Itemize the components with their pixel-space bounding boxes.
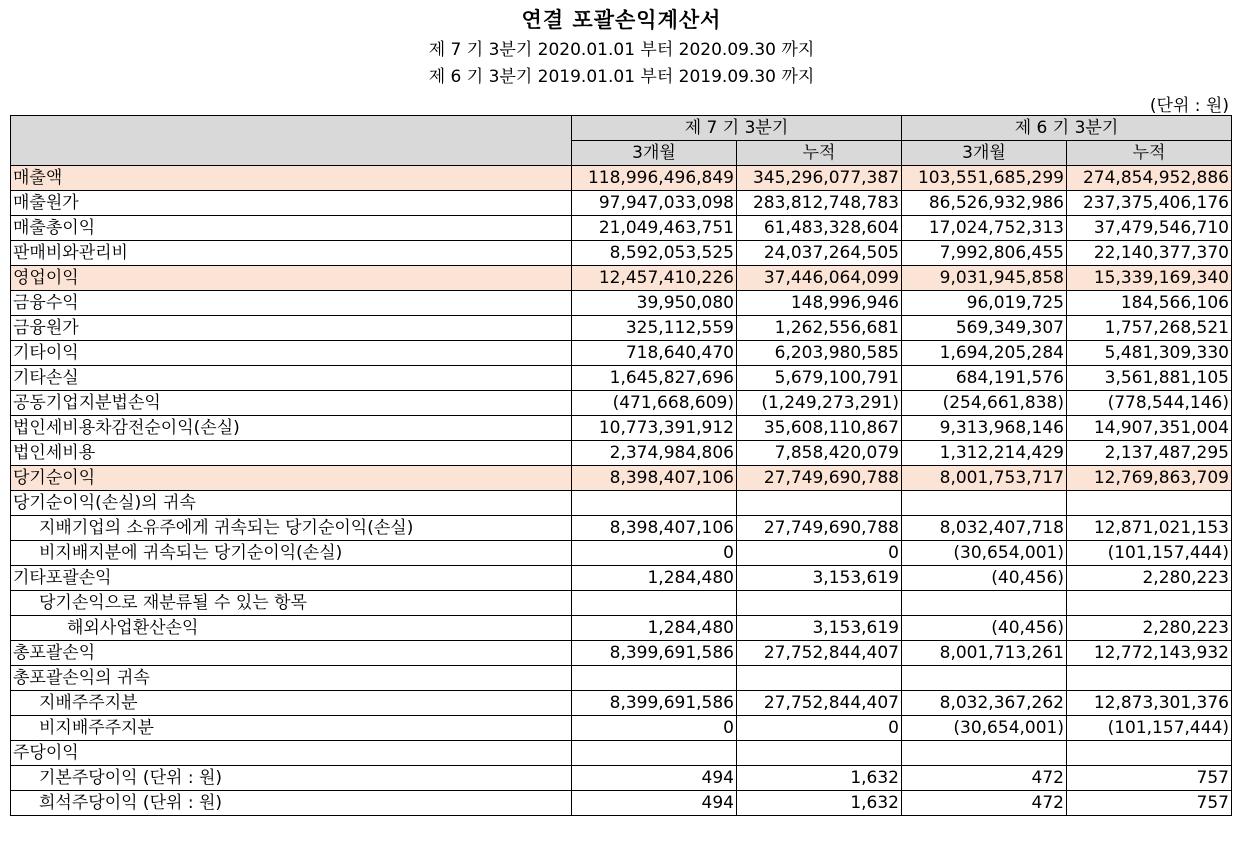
- row-value: 569,349,307: [902, 316, 1067, 341]
- row-value: 9,313,968,146: [902, 416, 1067, 441]
- row-value: [1067, 666, 1232, 691]
- row-value: [572, 591, 737, 616]
- row-value: 5,481,309,330: [1067, 341, 1232, 366]
- row-value: [902, 741, 1067, 766]
- period-current: 제 7 기 3분기 2020.01.01 부터 2020.09.30 까지: [428, 40, 815, 60]
- row-label: 비지배주주지분: [11, 716, 572, 741]
- row-value: 6,203,980,585: [737, 341, 902, 366]
- row-value: 8,399,691,586: [572, 641, 737, 666]
- row-value: [1067, 491, 1232, 516]
- row-value: 86,526,932,986: [902, 191, 1067, 216]
- row-value: 718,640,470: [572, 341, 737, 366]
- income-statement-table: [10, 115, 1232, 816]
- row-label: 기타포괄손익: [11, 566, 572, 591]
- row-value: [737, 591, 902, 616]
- row-value: (1,249,273,291): [737, 391, 902, 416]
- row-value: 0: [737, 541, 902, 566]
- row-label: 당기손익으로 재분류될 수 있는 항목: [11, 591, 572, 616]
- header-row-periods: [11, 116, 1232, 141]
- row-label: 법인세비용차감전순이익(손실): [11, 416, 572, 441]
- row-value: 8,032,367,262: [902, 691, 1067, 716]
- row-value: 2,374,984,806: [572, 441, 737, 466]
- row-value: 1,632: [737, 791, 902, 816]
- row-value: 118,996,496,849: [572, 166, 737, 191]
- table-row: [11, 416, 1232, 441]
- row-value: 494: [572, 766, 737, 791]
- table-row: [11, 316, 1232, 341]
- row-value: [737, 491, 902, 516]
- row-value: 27,752,844,407: [737, 691, 902, 716]
- row-value: [1067, 591, 1232, 616]
- row-value: 37,446,064,099: [737, 266, 902, 291]
- table-row: [11, 641, 1232, 666]
- row-value: 35,608,110,867: [737, 416, 902, 441]
- row-value: 283,812,748,783: [737, 191, 902, 216]
- row-value: 237,375,406,176: [1067, 191, 1232, 216]
- header-prior-cum: 누적: [1067, 141, 1232, 166]
- row-value: 1,694,205,284: [902, 341, 1067, 366]
- row-value: 9,031,945,858: [902, 266, 1067, 291]
- row-label: 주당이익: [11, 741, 572, 766]
- table-row: [11, 791, 1232, 816]
- unit-label: (단위 : 원): [1149, 96, 1229, 116]
- row-value: (471,668,609): [572, 391, 737, 416]
- row-value: 757: [1067, 766, 1232, 791]
- table-row: [11, 491, 1232, 516]
- row-label: 법인세비용: [11, 441, 572, 466]
- row-value: [737, 741, 902, 766]
- row-label: 기본주당이익 (단위 : 원): [11, 766, 572, 791]
- table-row: [11, 466, 1232, 491]
- header-prior-3m: 3개월: [902, 141, 1067, 166]
- row-value: 5,679,100,791: [737, 366, 902, 391]
- table-row: [11, 741, 1232, 766]
- row-value: 27,749,690,788: [737, 516, 902, 541]
- row-value: 8,398,407,106: [572, 466, 737, 491]
- row-value: [737, 666, 902, 691]
- row-value: 12,772,143,932: [1067, 641, 1232, 666]
- period-prior: 제 6 기 3분기 2019.01.01 부터 2019.09.30 까지: [428, 67, 815, 87]
- statement-title: 연결 포괄손익계산서: [521, 8, 722, 32]
- table-row: [11, 591, 1232, 616]
- table-row: [11, 366, 1232, 391]
- row-value: 103,551,685,299: [902, 166, 1067, 191]
- row-value: 21,049,463,751: [572, 216, 737, 241]
- row-label: 당기순이익(손실)의 귀속: [11, 491, 572, 516]
- row-value: 1,645,827,696: [572, 366, 737, 391]
- row-value: 472: [902, 766, 1067, 791]
- row-value: 61,483,328,604: [737, 216, 902, 241]
- row-value: 345,296,077,387: [737, 166, 902, 191]
- row-value: (778,544,146): [1067, 391, 1232, 416]
- row-value: 15,339,169,340: [1067, 266, 1232, 291]
- row-value: 7,992,806,455: [902, 241, 1067, 266]
- row-label: 매출총이익: [11, 216, 572, 241]
- table-row: [11, 716, 1232, 741]
- row-value: 8,399,691,586: [572, 691, 737, 716]
- row-value: 1,632: [737, 766, 902, 791]
- row-value: 8,592,053,525: [572, 241, 737, 266]
- row-label: 지배기업의 소유주에게 귀속되는 당기순이익(손실): [11, 516, 572, 541]
- row-value: 12,457,410,226: [572, 266, 737, 291]
- row-label: 지배주주지분: [11, 691, 572, 716]
- row-value: (101,157,444): [1067, 716, 1232, 741]
- table-row: [11, 216, 1232, 241]
- row-value: 3,153,619: [737, 566, 902, 591]
- row-value: (40,456): [902, 616, 1067, 641]
- row-label: 총포괄손익의 귀속: [11, 666, 572, 691]
- table-row: [11, 441, 1232, 466]
- table-row: [11, 166, 1232, 191]
- row-label: 기타손실: [11, 366, 572, 391]
- row-label: 공동기업지분법손익: [11, 391, 572, 416]
- row-value: 1,284,480: [572, 566, 737, 591]
- row-value: 1,284,480: [572, 616, 737, 641]
- row-value: 14,907,351,004: [1067, 416, 1232, 441]
- row-label: 총포괄손익: [11, 641, 572, 666]
- row-value: 97,947,033,098: [572, 191, 737, 216]
- row-value: [902, 666, 1067, 691]
- row-value: 8,001,713,261: [902, 641, 1067, 666]
- row-value: 472: [902, 791, 1067, 816]
- row-value: 96,019,725: [902, 291, 1067, 316]
- row-value: (30,654,001): [902, 716, 1067, 741]
- table-row: [11, 766, 1232, 791]
- table-row: [11, 541, 1232, 566]
- row-value: 684,191,576: [902, 366, 1067, 391]
- row-value: 325,112,559: [572, 316, 737, 341]
- row-value: 3,153,619: [737, 616, 902, 641]
- row-value: 12,873,301,376: [1067, 691, 1232, 716]
- row-value: 757: [1067, 791, 1232, 816]
- row-value: 1,262,556,681: [737, 316, 902, 341]
- row-label: 영업이익: [11, 266, 572, 291]
- row-value: 8,032,407,718: [902, 516, 1067, 541]
- header-group-prior: 제 6 기 3분기: [902, 116, 1232, 141]
- row-value: 0: [737, 716, 902, 741]
- row-label: 기타이익: [11, 341, 572, 366]
- row-value: 8,001,753,717: [902, 466, 1067, 491]
- row-label: 매출원가: [11, 191, 572, 216]
- row-label: 해외사업환산손익: [11, 616, 572, 641]
- row-label: 희석주당이익 (단위 : 원): [11, 791, 572, 816]
- row-value: 10,773,391,912: [572, 416, 737, 441]
- table-row: [11, 266, 1232, 291]
- row-value: (30,654,001): [902, 541, 1067, 566]
- table-row: [11, 241, 1232, 266]
- header-label-cell: [11, 116, 572, 166]
- row-value: [572, 491, 737, 516]
- row-value: 148,996,946: [737, 291, 902, 316]
- table-row: [11, 516, 1232, 541]
- table-row: [11, 191, 1232, 216]
- row-value: 1,757,268,521: [1067, 316, 1232, 341]
- row-value: 2,137,487,295: [1067, 441, 1232, 466]
- row-value: 17,024,752,313: [902, 216, 1067, 241]
- row-value: 27,749,690,788: [737, 466, 902, 491]
- header-current-3m: 3개월: [572, 141, 737, 166]
- table-row: [11, 691, 1232, 716]
- row-value: 8,398,407,106: [572, 516, 737, 541]
- table-row: [11, 391, 1232, 416]
- row-value: [572, 666, 737, 691]
- row-value: 27,752,844,407: [737, 641, 902, 666]
- row-value: 184,566,106: [1067, 291, 1232, 316]
- row-label: 판매비와관리비: [11, 241, 572, 266]
- row-value: [902, 591, 1067, 616]
- row-label: 매출액: [11, 166, 572, 191]
- row-label: 금융수익: [11, 291, 572, 316]
- row-value: 24,037,264,505: [737, 241, 902, 266]
- row-value: 37,479,546,710: [1067, 216, 1232, 241]
- row-value: 22,140,377,370: [1067, 241, 1232, 266]
- row-value: 12,871,021,153: [1067, 516, 1232, 541]
- row-value: 7,858,420,079: [737, 441, 902, 466]
- row-value: (101,157,444): [1067, 541, 1232, 566]
- table-row: [11, 341, 1232, 366]
- row-label: 당기순이익: [11, 466, 572, 491]
- table-row: [11, 566, 1232, 591]
- row-value: 494: [572, 791, 737, 816]
- row-value: 3,561,881,105: [1067, 366, 1232, 391]
- row-value: [572, 741, 737, 766]
- row-value: (40,456): [902, 566, 1067, 591]
- row-value: 0: [572, 716, 737, 741]
- header-current-cum: 누적: [737, 141, 902, 166]
- row-value: 274,854,952,886: [1067, 166, 1232, 191]
- row-value: 39,950,080: [572, 291, 737, 316]
- row-value: (254,661,838): [902, 391, 1067, 416]
- row-value: [1067, 741, 1232, 766]
- table-row: [11, 291, 1232, 316]
- table-row: [11, 666, 1232, 691]
- row-value: 0: [572, 541, 737, 566]
- header-group-current: 제 7 기 3분기: [572, 116, 902, 141]
- row-value: 12,769,863,709: [1067, 466, 1232, 491]
- row-value: [902, 491, 1067, 516]
- row-value: 2,280,223: [1067, 616, 1232, 641]
- table-body: [11, 166, 1232, 816]
- row-label: 금융원가: [11, 316, 572, 341]
- table-row: [11, 616, 1232, 641]
- row-label: 비지배지분에 귀속되는 당기순이익(손실): [11, 541, 572, 566]
- row-value: 1,312,214,429: [902, 441, 1067, 466]
- row-value: 2,280,223: [1067, 566, 1232, 591]
